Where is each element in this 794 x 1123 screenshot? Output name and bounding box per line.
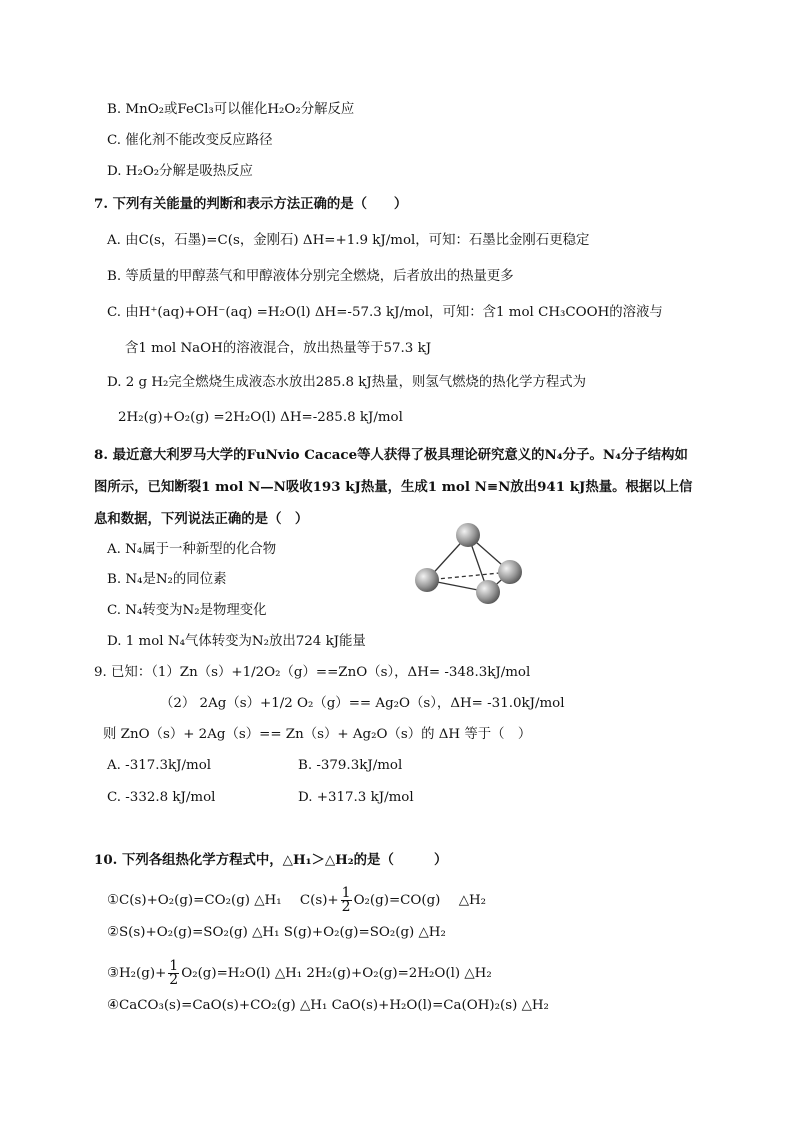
q10-pair-3-part: ③H₂(g)+ [107, 966, 167, 981]
n4-molecule-diagram [405, 515, 535, 615]
q8-option-a: A. N₄属于一种新型的化合物 [107, 542, 277, 557]
q8-option-b: B. N₄是N₂的同位素 [107, 572, 227, 587]
q9-option-c: C. -332.8 kJ/mol [107, 790, 216, 805]
q6-option-b: B. MnO₂或FeCl₃可以催化H₂O₂分解反应 [107, 102, 355, 117]
q10-pair-2: ②S(s)+O₂(g)=SO₂(g) △H₁ S(g)+O₂(g)=SO₂(g) △H₂ [107, 925, 446, 940]
q7-option-a: A. 由C(s，石墨)=C(s，金刚石) ΔH=+1.9 kJ/mol，可知：石墨比金刚石更稳定 [107, 233, 590, 248]
q9-stem: 9. 已知：（1）Zn（s）+1/2O₂（g）==ZnO（s），ΔH= -348.3kJ/mol [94, 665, 531, 680]
q10-pair-1-eq1: ①C(s)+O₂(g)=CO₂(g) △H₁ [107, 893, 282, 908]
q10-stem: 10. 下列各组热化学方程式中，△H₁＞△H₂的是（ ） [94, 852, 448, 868]
fraction-half: $\frac{1}{2}$ [341, 885, 351, 915]
q7-option-c-line2: 含1 mol NaOH的溶液混合，放出热量等于57.3 kJ [125, 341, 432, 356]
q10-pair-1: ①C(s)+O₂(g)=CO₂(g) △H₁ C(s)+ $\frac{1}{2}$ O₂(g)=CO(g) △H₂ [107, 885, 487, 915]
q7-option-b: B. 等质量的甲醇蒸气和甲醇液体分别完全燃烧，后者放出的热量更多 [107, 269, 514, 284]
n-atom-front [476, 580, 500, 604]
q8-stem-line1: 8. 最近意大利罗马大学的FuNvio Cacace等人获得了极具理论研究意义的N₄分子。N₄分子结构如 [94, 447, 688, 463]
q9-option-b: B. -379.3kJ/mol [298, 758, 403, 773]
q8-stem-line2: 图所示，已知断裂1 mol N—N吸收193 kJ热量，生成1 mol N≡N放出941 kJ热量。根据以上信 [94, 479, 693, 495]
q8-option-c: C. N₄转变为N₂是物理变化 [107, 603, 267, 618]
q9-question: 则 ZnO（s）+ 2Ag（s）== Zn（s）+ Ag₂O（s）的 ΔH 等于（ ） [103, 727, 532, 742]
q7-stem: 7. 下列有关能量的判断和表示方法正确的是（ ） [94, 196, 408, 212]
q8-stem-line3: 息和数据，下列说法正确的是（ ） [94, 511, 309, 527]
n-atom-top [456, 523, 480, 547]
q7-option-d-line1: D. 2 g H₂完全燃烧生成液态水放出285.8 kJ热量，则氢气燃烧的热化学方程式为 [107, 375, 587, 390]
n-atom-left [415, 568, 439, 592]
n-atom-right [498, 560, 522, 584]
q9-option-d: D. +317.3 kJ/mol [298, 790, 414, 805]
fraction-half: $\frac{1}{2}$ [169, 958, 179, 988]
q10-pair-1-eq2-part: C(s)+ [299, 893, 339, 908]
q7-option-c-line1: C. 由H⁺(aq)+OH⁻(aq) =H₂O(l) ΔH=-57.3 kJ/mol，可知：含1 mol CH₃COOH的溶液与 [107, 305, 663, 320]
q9-equation-2: （2） 2Ag（s）+1/2 O₂（g）== Ag₂O（s），ΔH= -31.0kJ/mol [160, 696, 565, 711]
q6-option-d: D. H₂O₂分解是吸热反应 [107, 164, 253, 179]
q7-option-d-line2: 2H₂(g)+O₂(g) =2H₂O(l) ΔH=-285.8 kJ/mol [118, 410, 403, 425]
q10-pair-4: ④CaCO₃(s)=CaO(s)+CO₂(g) △H₁ CaO(s)+H₂O(l)=Ca(OH)₂(s) △H₂ [107, 998, 549, 1013]
q9-option-a: A. -317.3kJ/mol [107, 758, 212, 773]
q8-option-d: D. 1 mol N₄气体转变为N₂放出724 kJ能量 [107, 634, 366, 649]
q10-pair-3: ③H₂(g)+ $\frac{1}{2}$ O₂(g)=H₂O(l) △H₁ 2H₂(g)+O₂(g)=2H₂O(l) △H₂ [107, 958, 492, 988]
q6-option-c: C. 催化剂不能改变反应路径 [107, 133, 273, 148]
